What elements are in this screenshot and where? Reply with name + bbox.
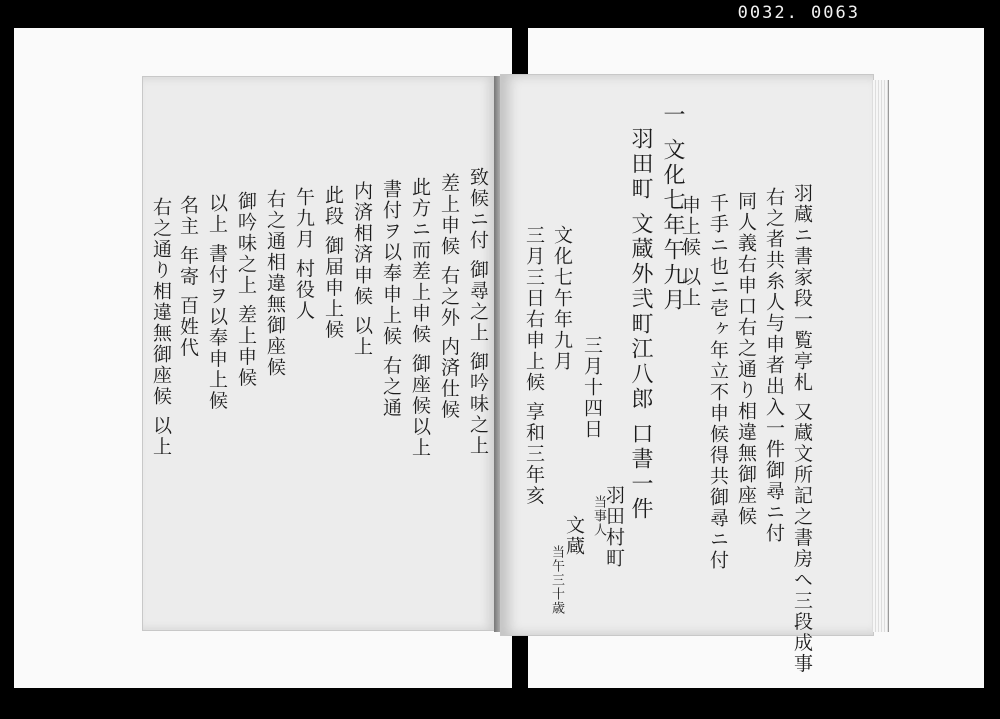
right-page-date: 三月三日右申上候 享和三年亥 [523,225,545,507]
left-page-line: 此方ニ而差上申候 御座候以上 [409,177,431,459]
left-page-line: 以上 書付ヲ以奉申上候 [206,193,228,412]
left-page-line: 名主 年寄 百姓代 [177,195,199,359]
right-page-line: 右之者共糸人与申者出入一件御尋ニ付 [763,187,785,544]
left-page [142,76,496,631]
right-page-date: 文化七午年九月 [551,225,573,372]
right-page [500,74,874,675]
left-page-line: 此段 御届申上候 [322,185,344,341]
left-page-line: 書付ヲ以奉申上候 右之通 [380,179,402,419]
left-page-line: 右之通相違無御座候 [264,189,286,378]
left-page-line: 御吟味之上 差上申候 [235,191,257,389]
left-page-line: 差上申候 右之外 内済仕候 [438,173,460,421]
document-subject-title: 羽田町 文蔵外弐町江八郎 口書一件 [628,127,653,522]
book-page-edges [872,80,889,632]
right-page-line: 申上候 以上 [679,195,701,309]
right-page-line: 千手ニ也ニ壱ヶ年立不申候得共御尋ニ付 [707,193,729,571]
signature-age: 当午三十歳 [549,545,564,615]
signature-name: 文蔵 [563,515,585,557]
frame-number: 0032. 0063 [737,3,860,23]
left-page-line: 午九月 村役人 [293,187,315,322]
signature-village: 羽田村町 [603,485,625,569]
right-page-date: 三月十四日 [581,335,603,440]
left-page-line: 内済相済申候 以上 [351,181,373,358]
left-page-line: 致候ニ付 御尋之上 御吟味之上 [467,167,489,457]
signature-role: 当事人 [591,495,606,537]
right-page-line: 羽蔵ニ書家段一覧亭札 又蔵文所記之書房へ三段成事 [791,183,813,675]
left-page-line: 右之通り相違無御座候 以上 [150,197,172,458]
right-page-line: 同人義右申口右之通り相違無御座候 [735,191,757,527]
document-date-title: 一 文化七年午九月 [660,103,685,313]
